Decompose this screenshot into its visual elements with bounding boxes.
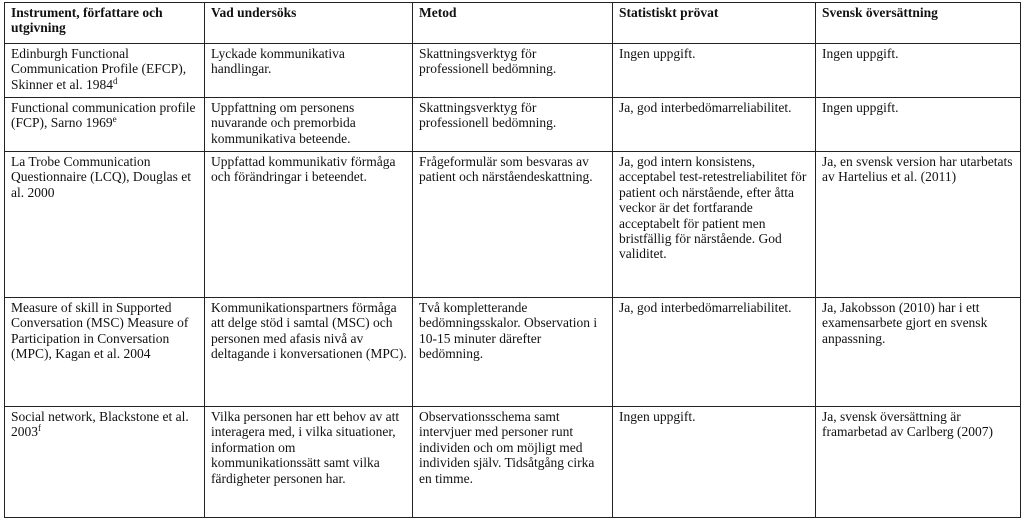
header-instrument: Instrument, författare och utgivning	[5, 3, 205, 44]
tested-cell: Ingen uppgift.	[613, 407, 816, 518]
table-row	[5, 98, 1021, 152]
method-cell: Två kompletterande bedömningsskalor. Observation i 10-15 minuter därefter bedömning.	[413, 298, 613, 407]
tested-cell: Ja, god intern konsistens, acceptabel test-retestreliabilitet för patient och närstående, efter åtta veckor är det fortfarande acceptabelt för patient men bristfällig för närstående. God validitet.	[613, 152, 816, 298]
table-row	[5, 152, 1021, 298]
examines-cell: Uppfattad kommunikativ förmåga och förändringar i beteendet.	[205, 152, 413, 298]
header-row	[5, 3, 1021, 44]
footnote-marker: e	[112, 114, 117, 125]
header-swedish: Svensk översättning	[816, 3, 1021, 44]
table-row	[5, 44, 1021, 98]
method-cell: Observationsschema samt intervjuer med personer runt individen och om möjligt med individen själv. Tidsåtgång cirka en timme.	[413, 407, 613, 518]
swedish-cell: Ja, Jakobsson (2010) har i ett examensarbete gjort en svensk anpassning.	[816, 298, 1021, 407]
instrument-text: Functional communication profile (FCP), Sarno 1969	[11, 100, 196, 131]
instrument-text: La Trobe Communication Questionnaire (LCQ), Douglas et al. 2000	[11, 154, 191, 200]
examines-cell: Lyckade kommunikativa handlingar.	[205, 44, 413, 98]
swedish-cell: Ja, svensk översättning är framarbetad av Carlberg (2007)	[816, 407, 1021, 518]
tested-cell: Ingen uppgift.	[613, 44, 816, 98]
table-row	[5, 298, 1021, 407]
header-method: Metod	[413, 3, 613, 44]
method-cell: Skattningsverktyg för professionell bedömning.	[413, 98, 613, 152]
instrument-cell	[5, 44, 205, 98]
instrument-text: Edinburgh Functional Communication Profile (EFCP), Skinner et al. 1984	[11, 46, 187, 92]
header-examines: Vad undersöks	[205, 3, 413, 44]
examines-cell: Vilka personen har ett behov av att interagera med, i vilka situationer, information om kommunikationssätt samt vilka färdigheter personen har.	[205, 407, 413, 518]
method-cell: Frågeformulär som besvaras av patient och närståendeskattning.	[413, 152, 613, 298]
footnote-marker: d	[112, 75, 118, 86]
instrument-cell	[5, 152, 205, 298]
instrument-cell	[5, 298, 205, 407]
instrument-text: Measure of skill in Supported Conversation (MSC) Measure of Participation in Conversation (MPC), Kagan et al. 2004	[11, 300, 189, 362]
swedish-cell: Ja, en svensk version har utarbetats av Hartelius et al. (2011)	[816, 152, 1021, 298]
examines-cell: Kommunikationspartners förmåga att delge stöd i samtal (MSC) och personen med afasis nivå av deltagande i konversationen (MPC).	[205, 298, 413, 407]
swedish-cell: Ingen uppgift.	[816, 98, 1021, 152]
footnote-marker: f	[38, 423, 41, 434]
swedish-cell: Ingen uppgift.	[816, 44, 1021, 98]
table-row	[5, 407, 1021, 518]
tested-cell: Ja, god interbedömarreliabilitet.	[613, 298, 816, 407]
instrument-text: Social network, Blackstone et al. 2003	[11, 409, 189, 440]
method-cell: Skattningsverktyg för professionell bedömning.	[413, 44, 613, 98]
header-tested: Statistiskt prövat	[613, 3, 816, 44]
instrument-table	[4, 2, 1021, 518]
instrument-cell	[5, 98, 205, 152]
instrument-cell	[5, 407, 205, 518]
examines-cell: Uppfattning om personens nuvarande och premorbida kommunikativa beteende.	[205, 98, 413, 152]
tested-cell: Ja, god interbedömarreliabilitet.	[613, 98, 816, 152]
